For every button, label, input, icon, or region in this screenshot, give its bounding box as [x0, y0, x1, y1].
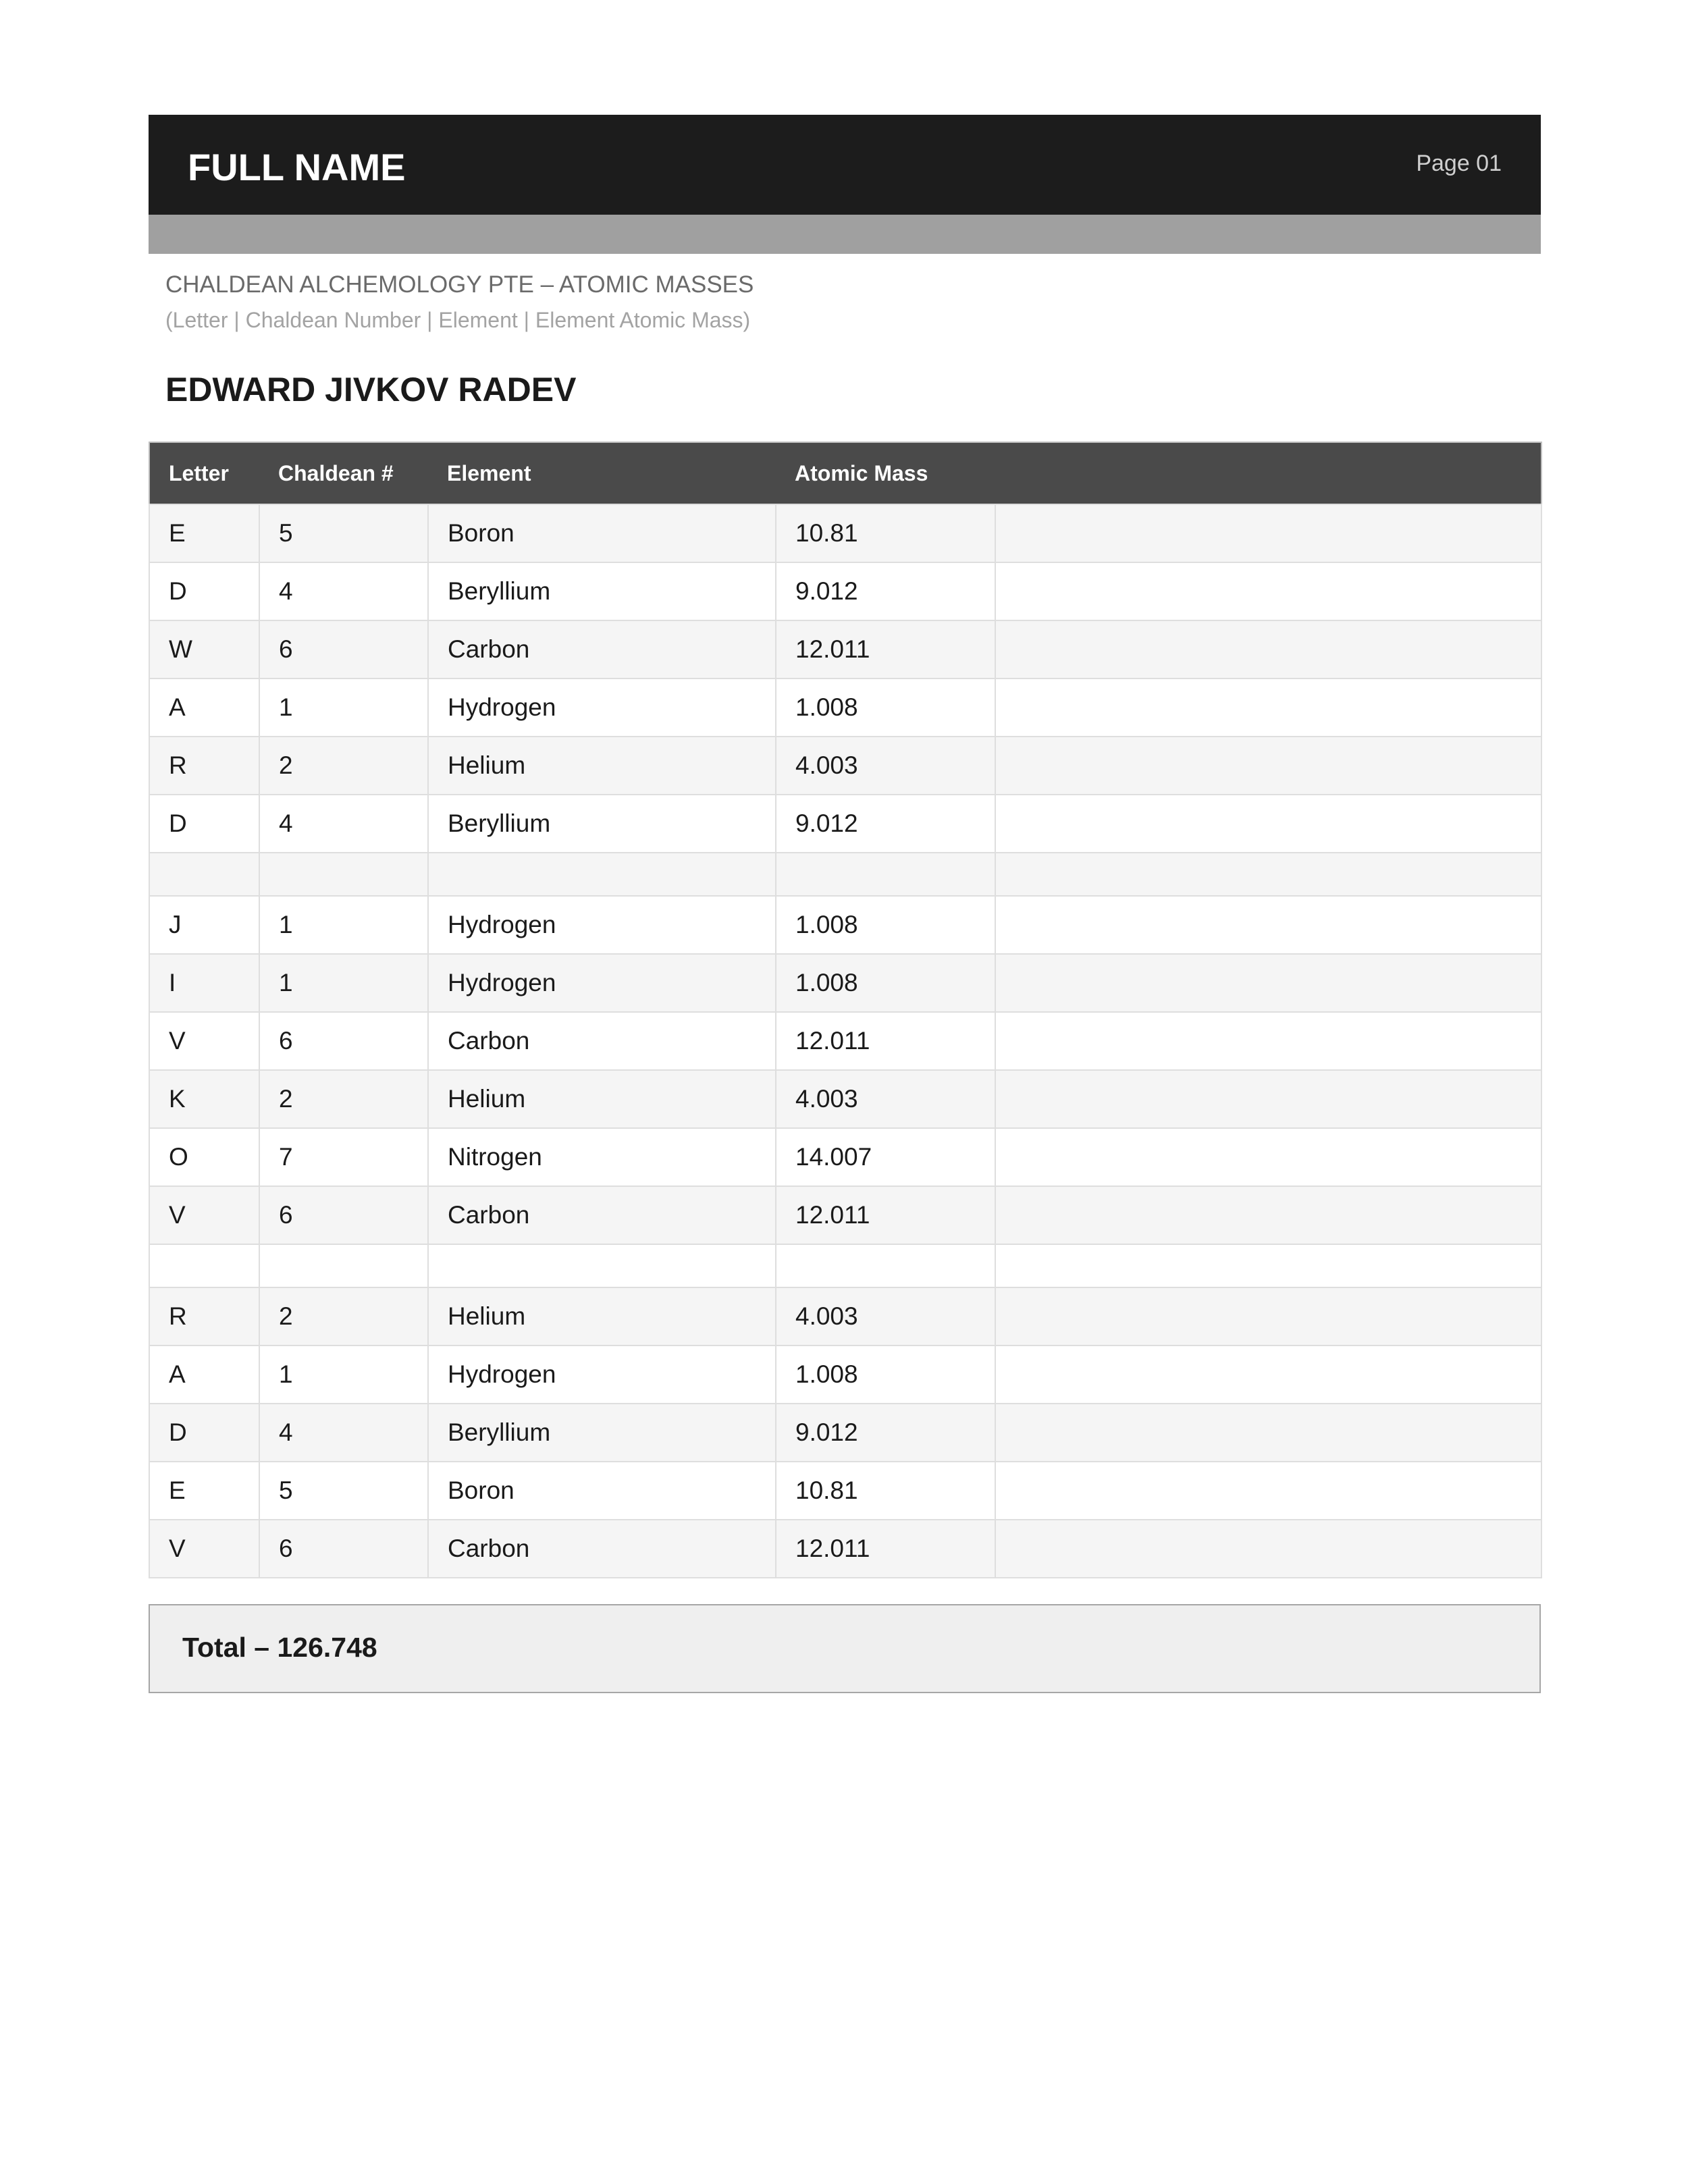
- cell-chaldean-number: 1: [259, 1346, 428, 1404]
- cell-chaldean-number: 2: [259, 1070, 428, 1128]
- cell-chaldean-number: 5: [259, 504, 428, 562]
- column-header-blank: [995, 442, 1541, 504]
- table-body: [149, 504, 1541, 1578]
- cell-element: [428, 1244, 776, 1287]
- table-row: [149, 678, 1541, 737]
- cell-blank: [995, 1186, 1541, 1244]
- cell-element: Carbon: [428, 1012, 776, 1070]
- column-header-atomic-mass: Atomic Mass: [776, 442, 995, 504]
- cell-atomic-mass: 12.011: [776, 1012, 995, 1070]
- person-name: EDWARD JIVKOV RADEV: [165, 371, 577, 408]
- cell-atomic-mass: 9.012: [776, 795, 995, 853]
- table-row: [149, 1346, 1541, 1404]
- cell-letter: A: [149, 1346, 259, 1404]
- cell-blank: [995, 1462, 1541, 1520]
- cell-chaldean-number: 7: [259, 1128, 428, 1186]
- cell-atomic-mass: 14.007: [776, 1128, 995, 1186]
- cell-chaldean-number: 1: [259, 896, 428, 954]
- column-header-letter: Letter: [149, 442, 259, 504]
- column-header-element: Element: [428, 442, 776, 504]
- cell-atomic-mass: 1.008: [776, 954, 995, 1012]
- cell-blank: [995, 1287, 1541, 1346]
- cell-element: Carbon: [428, 1520, 776, 1578]
- cell-atomic-mass: 4.003: [776, 1287, 995, 1346]
- cell-blank: [995, 1346, 1541, 1404]
- cell-letter: V: [149, 1012, 259, 1070]
- header-bar: [149, 115, 1541, 215]
- table-spacer-row: [149, 853, 1541, 896]
- cell-blank: [995, 504, 1541, 562]
- cell-letter: E: [149, 1462, 259, 1520]
- cell-blank: [995, 678, 1541, 737]
- cell-blank: [995, 853, 1541, 896]
- cell-letter: D: [149, 795, 259, 853]
- cell-element: Carbon: [428, 1186, 776, 1244]
- table-row: [149, 1520, 1541, 1578]
- cell-letter: D: [149, 562, 259, 620]
- cell-element: Hydrogen: [428, 896, 776, 954]
- cell-element: Hydrogen: [428, 954, 776, 1012]
- cell-blank: [995, 1012, 1541, 1070]
- cell-chaldean-number: 4: [259, 795, 428, 853]
- table-row: [149, 504, 1541, 562]
- cell-letter: A: [149, 678, 259, 737]
- cell-atomic-mass: 12.011: [776, 1520, 995, 1578]
- header-divider-band: [149, 215, 1541, 254]
- page-number: Page 01: [1416, 151, 1502, 176]
- cell-atomic-mass: 12.011: [776, 620, 995, 678]
- cell-chaldean-number: 6: [259, 1520, 428, 1578]
- cell-chaldean-number: 1: [259, 954, 428, 1012]
- cell-atomic-mass: 9.012: [776, 562, 995, 620]
- cell-element: Beryllium: [428, 795, 776, 853]
- cell-blank: [995, 1128, 1541, 1186]
- cell-blank: [995, 562, 1541, 620]
- cell-atomic-mass: 10.81: [776, 1462, 995, 1520]
- document-subtitle: CHALDEAN ALCHEMOLOGY PTE – ATOMIC MASSES: [165, 271, 754, 298]
- table-row: [149, 620, 1541, 678]
- cell-atomic-mass: [776, 1244, 995, 1287]
- table-row: [149, 1287, 1541, 1346]
- cell-atomic-mass: 1.008: [776, 896, 995, 954]
- cell-atomic-mass: 10.81: [776, 504, 995, 562]
- cell-chaldean-number: [259, 1244, 428, 1287]
- cell-element: Helium: [428, 737, 776, 795]
- cell-element: Hydrogen: [428, 678, 776, 737]
- cell-letter: [149, 1244, 259, 1287]
- cell-element: Nitrogen: [428, 1128, 776, 1186]
- table-row: [149, 1128, 1541, 1186]
- total-box: [149, 1604, 1541, 1693]
- cell-chaldean-number: 6: [259, 620, 428, 678]
- cell-letter: J: [149, 896, 259, 954]
- cell-chaldean-number: 1: [259, 678, 428, 737]
- cell-element: Helium: [428, 1287, 776, 1346]
- cell-chaldean-number: 4: [259, 562, 428, 620]
- cell-atomic-mass: 1.008: [776, 678, 995, 737]
- cell-blank: [995, 896, 1541, 954]
- cell-atomic-mass: 4.003: [776, 737, 995, 795]
- cell-chaldean-number: 2: [259, 737, 428, 795]
- cell-atomic-mass: 4.003: [776, 1070, 995, 1128]
- cell-chaldean-number: 5: [259, 1462, 428, 1520]
- table-row: [149, 562, 1541, 620]
- cell-letter: K: [149, 1070, 259, 1128]
- cell-chaldean-number: 2: [259, 1287, 428, 1346]
- atomic-mass-table: [149, 442, 1542, 1578]
- cell-letter: E: [149, 504, 259, 562]
- cell-element: Beryllium: [428, 1404, 776, 1462]
- cell-letter: D: [149, 1404, 259, 1462]
- document-title: FULL NAME: [188, 146, 406, 188]
- cell-element: Hydrogen: [428, 1346, 776, 1404]
- cell-element: Beryllium: [428, 562, 776, 620]
- column-legend: (Letter | Chaldean Number | Element | Element Atomic Mass): [165, 308, 751, 332]
- cell-letter: V: [149, 1186, 259, 1244]
- table-row: [149, 1186, 1541, 1244]
- cell-atomic-mass: 9.012: [776, 1404, 995, 1462]
- table-row: [149, 1070, 1541, 1128]
- cell-blank: [995, 795, 1541, 853]
- cell-atomic-mass: 1.008: [776, 1346, 995, 1404]
- cell-letter: R: [149, 1287, 259, 1346]
- cell-chaldean-number: 6: [259, 1012, 428, 1070]
- cell-blank: [995, 1520, 1541, 1578]
- cell-letter: V: [149, 1520, 259, 1578]
- cell-element: Boron: [428, 504, 776, 562]
- table-row: [149, 1404, 1541, 1462]
- cell-element: Boron: [428, 1462, 776, 1520]
- cell-blank: [995, 620, 1541, 678]
- total-value: Total – 126.748: [182, 1632, 377, 1663]
- cell-element: Carbon: [428, 620, 776, 678]
- cell-blank: [995, 1244, 1541, 1287]
- cell-atomic-mass: [776, 853, 995, 896]
- cell-letter: I: [149, 954, 259, 1012]
- table-row: [149, 954, 1541, 1012]
- table-row: [149, 896, 1541, 954]
- cell-letter: W: [149, 620, 259, 678]
- cell-blank: [995, 737, 1541, 795]
- cell-letter: O: [149, 1128, 259, 1186]
- table-row: [149, 1012, 1541, 1070]
- column-header-chaldean-number: Chaldean #: [259, 442, 428, 504]
- cell-element: Helium: [428, 1070, 776, 1128]
- table-row: [149, 1462, 1541, 1520]
- cell-blank: [995, 1070, 1541, 1128]
- cell-atomic-mass: 12.011: [776, 1186, 995, 1244]
- table-spacer-row: [149, 1244, 1541, 1287]
- cell-element: [428, 853, 776, 896]
- cell-blank: [995, 954, 1541, 1012]
- cell-chaldean-number: 4: [259, 1404, 428, 1462]
- table-header-row: [149, 442, 1541, 504]
- cell-letter: [149, 853, 259, 896]
- cell-letter: R: [149, 737, 259, 795]
- table-row: [149, 737, 1541, 795]
- cell-chaldean-number: 6: [259, 1186, 428, 1244]
- cell-blank: [995, 1404, 1541, 1462]
- table-row: [149, 795, 1541, 853]
- cell-chaldean-number: [259, 853, 428, 896]
